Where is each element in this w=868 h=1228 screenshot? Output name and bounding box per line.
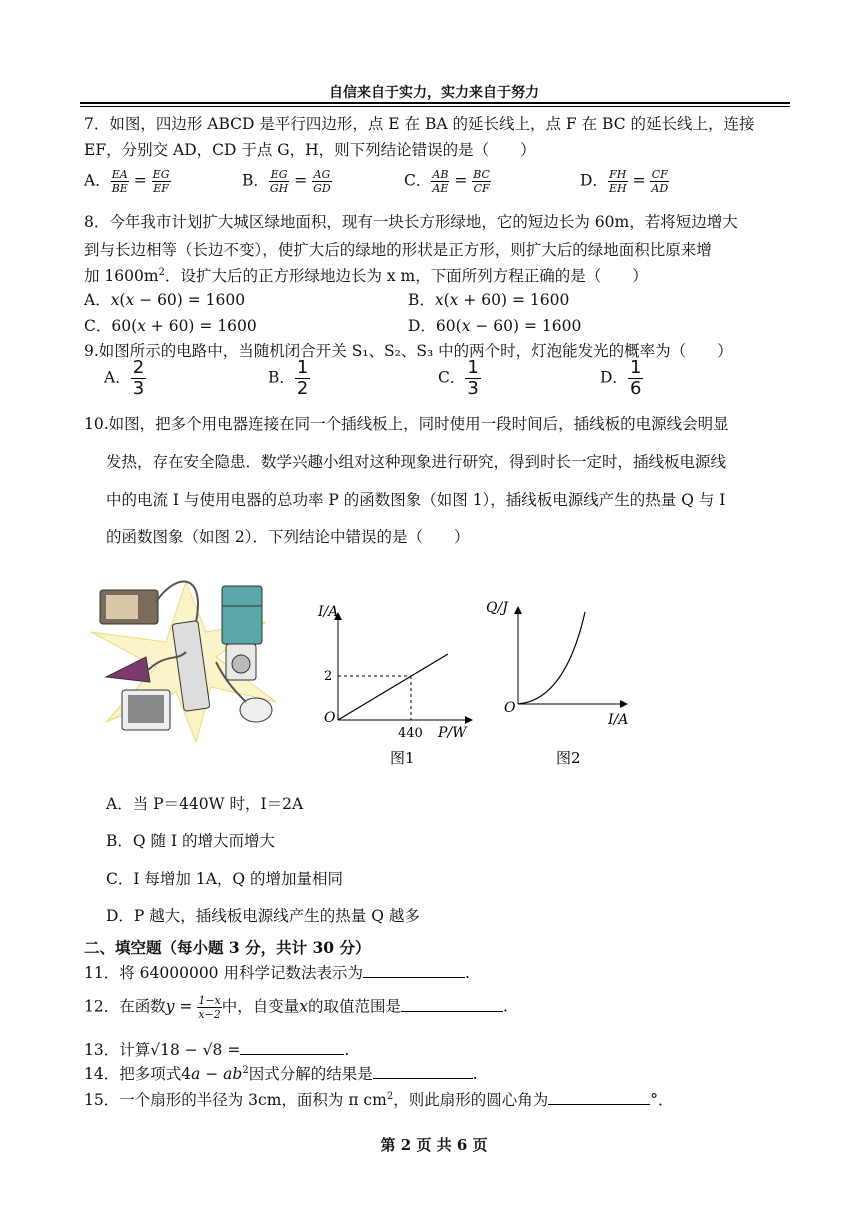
q7-left-frac [269,168,289,195]
q9-c-label: C． [438,368,466,387]
q9-d-label: D． [600,368,628,387]
q9-d-den: 6 [629,378,642,399]
q14-answer-blank[interactable] [373,1078,473,1079]
q8-stem-part2: ．设扩大后的正方形绿地边长为 x m，下面所列方程正确的是（ ） [164,267,648,285]
q11-end: . [464,964,470,982]
q11 [84,961,470,983]
q7-stem-line2: EF，分别交 AD，CD 于点 G，H，则下列结论错误的是（ ） [84,141,536,159]
q7-right-num: AG [313,168,331,181]
fig2-curve [518,612,585,704]
q7-option-label: A． [84,171,111,190]
fig2-caption: 图2 [556,749,581,767]
q8-option-a: A．𝑥(𝑥 − 60) = 1600 [84,291,246,309]
q15-sup: 2 [386,1090,394,1102]
q13-answer-blank[interactable] [240,1054,344,1055]
q8-option-c: C．60(𝑥 + 60) = 1600 [84,317,257,335]
q15 [84,1088,673,1110]
q7-right-frac [650,168,669,195]
q14-sup: 2 [242,1064,249,1076]
q10-option-c: C．I 每增加 1A，Q 的增加量相同 [106,870,344,888]
fig2-ylabel: Q/J [486,600,508,616]
q7-left-num: EA [111,168,128,181]
q15-answer-blank[interactable] [548,1104,650,1105]
q10-stem-line3: 中的电流 I 与使用电器的总功率 P 的函数图象（如图 1），插线板电源线产生的热量 Q 与 I [106,491,726,509]
q7-left-frac [431,168,449,195]
fig1-xlabel: P/W [438,725,467,741]
q15-end: °． [650,1091,674,1109]
fig1-ytick: 2 [324,669,333,684]
page-footer: 第 2 页 共 6 页 [380,1136,488,1154]
q12 [84,994,508,1021]
q7-option-d: D． $\frac{FH}{EH}$ = $\frac{CF}{AD}$ [580,168,669,195]
q7-right-frac [472,168,491,195]
q7-right-frac [312,168,332,195]
fig1-origin: O [324,710,336,726]
figure-2-graph [480,592,660,782]
q10-stem-line4: 的函数图象（如图 2）．下列结论中错误的是（ ） [106,528,470,546]
q7-option-c: C． $\frac{AB}{AE}$ = $\frac{BC}{CF}$ [404,168,490,195]
q10-option-d: D．P 越大，插线板电源线产生的热量 Q 越多 [106,907,420,925]
q7-left-den: GH [269,182,289,195]
section-2-title: 二、填空题（每小题 3 分，共计 30 分） [84,938,371,957]
q12-y: 𝑦 = [165,997,198,1016]
q12-fraction [197,994,221,1021]
q7-option-label: B． [242,171,269,190]
fig1-line [338,654,448,720]
q7-option-a: A． $\frac{EA}{BE}$ = $\frac{EG}{EF}$ [84,168,170,195]
q10-option-a: A．当 P＝440W 时，I＝2A [106,795,304,813]
q11-answer-blank[interactable] [363,977,465,978]
q9-c-den: 3 [467,378,479,399]
fig2-origin: O [504,700,516,716]
q7-option-label: D． [580,171,608,190]
q7-right-num: BC [473,168,490,181]
q14 [84,1062,478,1084]
q10-option-b: B．Q 随 I 的增大而增大 [106,832,276,850]
q9-option-b [268,358,310,399]
fridge-icon [222,586,262,644]
q9-b-den: 2 [296,378,309,399]
q13-text: 13．计算√18 − √8 = [84,1041,241,1059]
figure-1-graph [310,592,480,782]
q8-stem-line3 [84,264,648,286]
header-rule-thin [80,106,790,107]
q7-left-num: EG [270,168,288,181]
q7-option-b: B． $\frac{EG}{GH}$ = $\frac{AG}{GD}$ [242,168,331,195]
appliances-illustration [86,562,286,752]
fig1-xtick: 440 [398,726,423,741]
q8-stem-line1: 8．今年我市计划扩大城区绿地面积，现有一块长方形绿地，它的短边长为 60m，若将短边增大 [84,213,738,231]
q12-mid: 中，自变量𝑥的取值范围是 [221,997,402,1016]
q7-right-den: AD [651,182,669,195]
q9-c-frac [465,358,480,399]
q9-a-label: A． [104,368,131,387]
q12-num: 1−x [198,994,221,1007]
iron-icon [106,657,150,682]
q7-left-num: FH [609,168,627,181]
q7-left-frac [608,168,628,195]
q8-option-b: B．𝑥(𝑥 + 60) = 1600 [408,291,570,309]
q14-post: 因式分解的结果是 [248,1065,373,1083]
q7-right-den: CF [473,182,490,195]
q7-right-den: EF [153,182,169,195]
q10-stem-line1: 10.如图，把多个用电器连接在同一个插线板上，同时使用一段时间后，插线板的电源线会明显 [84,415,729,433]
q9-option-c [438,358,481,399]
q9-d-frac [628,358,643,399]
q15-post: ，则此扇形的圆心角为 [393,1091,549,1109]
q8-stem-part: 加 1600m [84,267,159,285]
q7-left-frac [111,168,129,195]
q9-b-frac [295,358,310,399]
q10-stem-line2: 发热，存在安全隐患．数学兴趣小组对这种现象进行研究，得到时长一定时，插线板电源线 [106,453,727,471]
fig1-caption: 图1 [390,749,415,767]
header-rule [80,102,790,104]
q12-end: . [503,997,508,1016]
page-header-motto: 自信来自于实力，实力来自于努力 [329,85,539,101]
q8-option-d: D．60(𝑥 − 60) = 1600 [408,317,582,335]
q8-sup: 2 [158,266,165,278]
q7-stem-line1: 7．如图，四边形 ABCD 是平行四边形，点 E 在 BA 的延长线上，点 F 在 BC 的延长线上，连接 [84,115,755,133]
q11-text: 11．将 64000000 用科学记数法表示为 [84,964,363,982]
q7-option-label: C． [404,171,432,190]
q7-left-num: AB [432,168,449,181]
q7-right-frac [152,168,171,195]
q9-option-d [600,358,643,399]
q15-pre: 15．一个扇形的半径为 3cm，面积为 π cm [84,1091,387,1109]
q14-pre: 14．把多项式4𝑎 − 𝑎𝑏 [84,1065,243,1083]
q7-left-den: AE [432,182,449,195]
q7-left-den: EH [608,182,627,195]
q7-right-num: EG [152,168,170,181]
q9-b-label: B． [268,368,295,387]
q9-a-frac [131,358,146,399]
q7-right-den: GD [313,182,331,195]
fig2-xlabel: I/A [608,712,629,728]
q9-d-num: 1 [629,357,642,378]
fig1-ylabel: I/A [318,604,339,620]
q12-pre: 12．在函数 [84,997,166,1016]
q12-answer-blank[interactable] [401,1011,503,1012]
q9-b-num: 1 [296,357,309,378]
q9-option-a [104,358,146,399]
q14-end: . [472,1065,478,1083]
q13 [84,1038,349,1060]
q7-right-num: CF [651,168,668,181]
q12-den: x−2 [198,1008,221,1021]
q9-a-num: 2 [132,357,145,378]
q9-c-num: 1 [467,357,479,378]
q7-left-den: BE [111,182,128,195]
q13-end: . [344,1041,350,1059]
q8-stem-line2: 到与长边相等（长边不变），使扩大后的绿地的形状是正方形，则扩大后的绿地面积比原来增 [84,241,712,259]
q9-a-den: 3 [132,378,145,399]
q9-stem: 9.如图所示的电路中，当随机闭合开关 S₁、S₂、S₃ 中的两个时，灯泡能发光的概率为（ ） [84,342,733,360]
